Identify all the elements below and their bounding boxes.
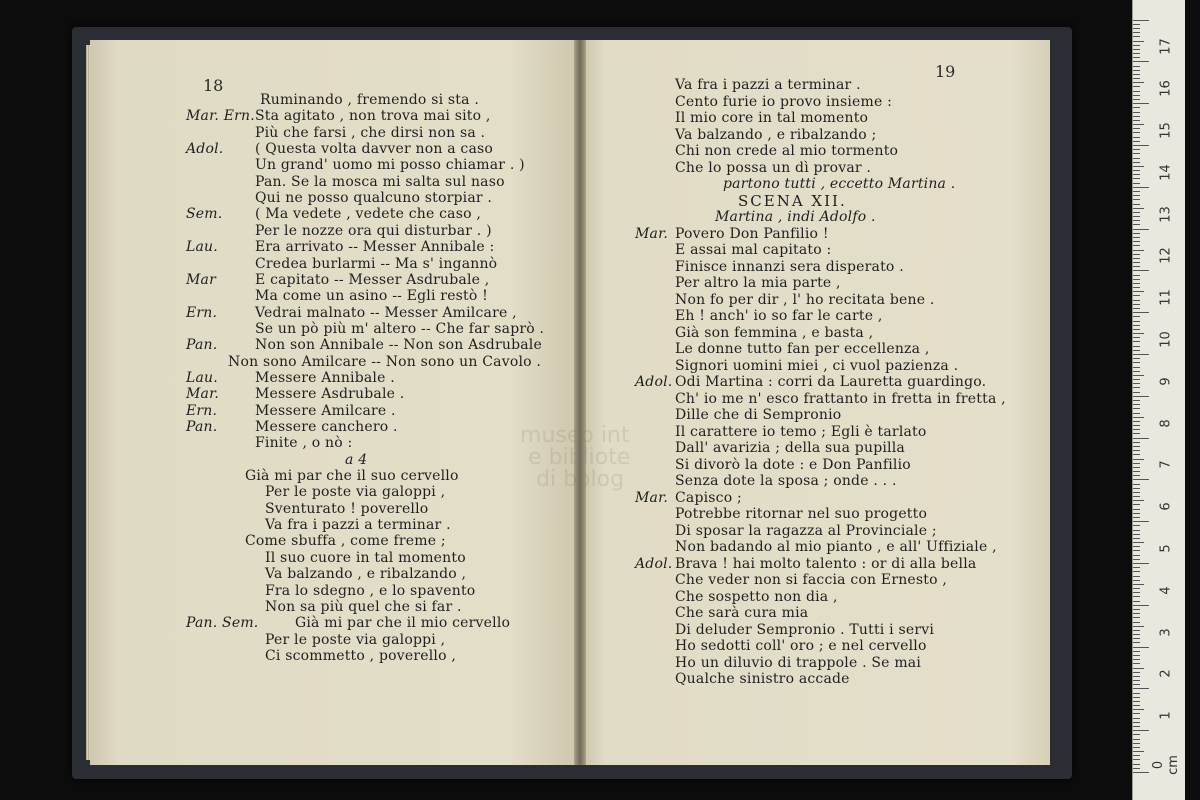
ruler-tick — [1133, 768, 1140, 769]
ruler-tick — [1133, 162, 1140, 163]
verse-text: Messere canchero . — [255, 419, 398, 435]
ruler-tick — [1133, 450, 1140, 451]
left-page — [90, 40, 580, 765]
ruler-tick — [1133, 475, 1140, 476]
left-page-number: 18 — [203, 76, 224, 95]
ruler-tick — [1133, 596, 1140, 597]
verse-text: Il carattere io temo ; Egli è tarlato — [675, 423, 927, 440]
ruler-tick — [1133, 112, 1140, 113]
ruler-tick — [1133, 379, 1140, 380]
verse-text: Odi Martina : corri da Lauretta guardingo. — [675, 374, 987, 390]
verse-text: Che sospetto non dia , — [675, 588, 838, 605]
verse-text: Come sbuffa , come freme ; — [245, 533, 446, 550]
ruler-tick — [1133, 316, 1140, 317]
ruler-tick — [1133, 647, 1149, 648]
speaker-label: Mar. — [635, 489, 669, 506]
ruler-tick — [1133, 680, 1140, 681]
verse-text: Dall' avarizia ; della sua pupilla — [675, 440, 905, 456]
ruler-tick — [1133, 655, 1140, 656]
ruler-tick — [1133, 413, 1140, 414]
speaker-label: Mar — [186, 271, 216, 288]
ruler-tick — [1133, 387, 1140, 388]
verse-text: Martina , indi Adolfo . — [715, 209, 876, 225]
ruler-tick — [1133, 479, 1149, 480]
ruler-tick — [1133, 417, 1144, 418]
ruler-label: 5 — [1158, 544, 1174, 553]
verse-text: Per le poste via galoppi , — [265, 484, 446, 501]
verse-text: Qualche sinistro accade — [675, 671, 850, 687]
ruler-tick — [1133, 484, 1140, 485]
ruler-tick — [1133, 755, 1140, 756]
ruler-tick — [1133, 500, 1144, 501]
ruler-tick — [1133, 61, 1149, 62]
verse-text: Ci scommetto , poverello , — [265, 647, 457, 664]
speaker-label: Ern. — [186, 304, 218, 321]
ruler-tick — [1133, 120, 1140, 121]
ruler-tick — [1133, 224, 1140, 225]
ruler-tick — [1133, 32, 1140, 33]
verse-text: Va fra i pazzi a terminar . — [675, 77, 861, 93]
ruler-tick — [1133, 605, 1149, 606]
verse-text: Va balzando , e ribalzando ; — [675, 126, 877, 143]
ruler-tick — [1133, 538, 1140, 539]
ruler-label: 12 — [1158, 247, 1174, 265]
verse-text: E assai mal capitato : — [675, 242, 832, 258]
verse-text: Non sa più quel che si far . — [265, 598, 462, 615]
verse-text: Il suo cuore in tal momento — [265, 549, 466, 566]
ruler-tick — [1133, 571, 1140, 572]
speaker-label: Ern. — [186, 402, 218, 419]
verse-text: ( Questa volta davver non a caso — [255, 141, 494, 158]
ruler-tick — [1133, 354, 1149, 355]
ruler-tick — [1133, 49, 1140, 50]
ruler-tick — [1133, 550, 1140, 551]
ruler-label: 8 — [1158, 418, 1174, 428]
verse-text: Che sarà cura mia — [675, 605, 809, 621]
ruler-tick — [1133, 555, 1140, 556]
verse-text: Cento furie io provo insieme : — [675, 93, 893, 110]
watermark-line: di bolog — [536, 467, 625, 492]
ruler-tick — [1133, 467, 1140, 468]
ruler-label: 10 — [1158, 331, 1174, 348]
speaker-label: Pan. — [186, 337, 218, 354]
ruler-tick — [1133, 576, 1140, 577]
ruler-tick — [1133, 229, 1149, 230]
ruler-tick — [1133, 421, 1140, 422]
verse-text: Non badando al mio pianto , e all' Uffiziale , — [675, 539, 997, 555]
ruler-tick — [1133, 634, 1140, 635]
ruler-tick — [1133, 295, 1140, 296]
verse-text: Va balzando , e ribalzando , — [265, 566, 467, 583]
verse-text: Ma come un asino -- Egli restò ! — [255, 288, 488, 305]
ruler-tick — [1133, 233, 1140, 234]
verse-text: Era arrivato -- Messer Annibale : — [255, 239, 495, 256]
ruler-tick — [1133, 245, 1140, 246]
ruler-tick — [1133, 275, 1140, 276]
ruler-tick — [1133, 308, 1140, 309]
ruler-tick — [1133, 559, 1140, 560]
ruler-tick — [1133, 36, 1140, 37]
ruler-tick — [1133, 651, 1140, 652]
ruler-tick — [1133, 546, 1140, 547]
ruler-tick — [1133, 258, 1140, 259]
ruler-tick — [1133, 358, 1140, 359]
ruler-tick — [1133, 613, 1140, 614]
ruler-tick — [1133, 492, 1140, 493]
ruler-tick — [1133, 170, 1140, 171]
ruler-tick — [1133, 375, 1144, 376]
ruler-tick — [1133, 74, 1140, 75]
verse-text: Che veder non si faccia con Ernesto , — [675, 572, 948, 588]
verse-text: Se un pò più m' altero -- Che far saprò . — [255, 320, 545, 337]
ruler-tick — [1133, 153, 1140, 154]
verse-text: Chi non crede al mio tormento — [675, 143, 899, 159]
ruler-label: 9 — [1158, 377, 1174, 386]
ruler-tick — [1133, 321, 1140, 322]
ruler-tick — [1133, 149, 1140, 150]
speaker-label: Mar. — [186, 386, 220, 403]
ruler-tick — [1133, 346, 1140, 347]
verse-text: Messere Amilcare . — [255, 402, 396, 419]
ruler-label: 11 — [1158, 289, 1174, 306]
ruler-tick — [1133, 128, 1140, 129]
verse-text: Per le nozze ora qui disturbar . ) — [255, 222, 492, 239]
ruler-tick — [1133, 95, 1140, 96]
ruler-tick — [1133, 362, 1140, 363]
ruler-tick — [1133, 91, 1140, 92]
ruler-tick — [1133, 103, 1149, 104]
ruler-tick — [1133, 241, 1140, 242]
ruler-tick — [1133, 337, 1140, 338]
speaker-label: Adol. — [186, 141, 224, 158]
speaker-label: Mar. Ern. — [186, 108, 255, 125]
verse-text: Sventurato ! poverello — [265, 500, 429, 517]
verse-text: Senza dote la sposa ; onde . . . — [675, 473, 897, 489]
ruler-tick — [1133, 471, 1140, 472]
ruler-tick — [1133, 141, 1140, 142]
ruler-tick — [1133, 178, 1140, 179]
ruler-tick — [1133, 132, 1140, 133]
speaker-label: Lau. — [186, 239, 218, 256]
ruler-label: 17 — [1158, 38, 1174, 56]
ruler-label: 2 — [1158, 669, 1174, 679]
ruler-label: 0 cm — [1151, 755, 1181, 775]
verse-text: Va fra i pazzi a terminar . — [265, 517, 451, 534]
verse-text: Già mi par che il suo cervello — [245, 468, 459, 485]
ruler-tick — [1133, 609, 1140, 610]
speaker-label: Pan. Sem. — [186, 615, 259, 632]
ruler-tick — [1133, 504, 1140, 505]
ruler-label: 4 — [1158, 586, 1174, 595]
ruler-tick — [1133, 642, 1140, 643]
ruler-tick — [1133, 425, 1140, 426]
ruler-tick — [1133, 41, 1144, 42]
ruler-tick — [1133, 747, 1140, 748]
ruler-tick — [1133, 517, 1140, 518]
verse-text: Signori uomini miei , ci vuol pazienza . — [675, 357, 959, 374]
ruler-tick — [1133, 438, 1149, 439]
verse-text: Vedrai malnato -- Messer Amilcare , — [255, 304, 517, 321]
speaker-label: Adol. — [635, 374, 673, 390]
verse-text: Già son femmina , e basta , — [675, 324, 874, 341]
verse-text: Le donne tutto fan per eccellenza , — [675, 341, 930, 357]
verse-text: Povero Don Panfilio ! — [675, 225, 829, 242]
book-gutter — [574, 40, 586, 765]
ruler-tick — [1133, 396, 1149, 397]
ruler-tick — [1133, 764, 1140, 765]
ruler-tick — [1133, 183, 1140, 184]
verse-text: Finisce innanzi sera disperato . — [675, 258, 904, 275]
ruler-tick — [1133, 525, 1140, 526]
ruler-tick — [1133, 630, 1140, 631]
ruler-tick — [1133, 705, 1140, 706]
watermark — [520, 425, 630, 491]
ruler-tick — [1133, 208, 1144, 209]
ruler-tick — [1133, 688, 1149, 689]
ruler-label: 16 — [1158, 80, 1174, 97]
ruler-tick — [1133, 592, 1140, 593]
verse-text: Finite , o nò : — [255, 435, 353, 452]
ruler-tick — [1133, 312, 1149, 313]
ruler-tick — [1133, 250, 1144, 251]
ruler-tick — [1133, 304, 1140, 305]
ruler-tick — [1133, 20, 1149, 21]
ruler-tick — [1133, 638, 1140, 639]
speaker-label: Adol. — [635, 555, 673, 572]
speaker-label: Sem. — [186, 206, 223, 223]
right-page-number: 19 — [935, 62, 956, 81]
ruler-tick — [1133, 463, 1140, 464]
ruler-tick — [1133, 751, 1144, 752]
measurement-ruler — [1132, 0, 1185, 800]
watermark-line: museo int — [520, 423, 630, 448]
verse-text: Un grand' uomo mi posso chiamar . ) — [255, 157, 525, 174]
ruler-tick — [1133, 325, 1140, 326]
verse-text: Capisco ; — [675, 489, 742, 506]
ruler-tick — [1133, 759, 1140, 760]
ruler-tick — [1133, 743, 1140, 744]
ruler-tick — [1133, 588, 1140, 589]
speaker-label: Lau. — [186, 369, 218, 386]
verse-text: Non sono Amilcare -- Non sono un Cavolo . — [228, 353, 542, 370]
speaker-label: Mar. — [635, 225, 669, 242]
ruler-tick — [1133, 693, 1140, 694]
ruler-tick — [1133, 454, 1140, 455]
ruler-tick — [1133, 341, 1140, 342]
verse-text: Qui ne posso qualcuno storpiar . — [255, 190, 493, 207]
verse-text: Non fo per dir , l' ho recitata bene . — [675, 291, 935, 308]
ruler-tick — [1133, 659, 1140, 660]
ruler-label: 1 — [1158, 711, 1174, 720]
ruler-tick — [1133, 166, 1144, 167]
ruler-label: 15 — [1158, 122, 1174, 139]
ruler-tick — [1133, 66, 1140, 67]
ruler-tick — [1133, 53, 1140, 54]
ruler-tick — [1133, 563, 1149, 564]
verse-text: Potrebbe ritornar nel suo progetto — [675, 506, 928, 522]
ruler-tick — [1133, 697, 1140, 698]
ruler-tick — [1133, 300, 1140, 301]
ruler-tick — [1133, 734, 1140, 735]
ruler-tick — [1133, 70, 1140, 71]
ruler-label: 13 — [1158, 205, 1174, 223]
ruler-tick — [1133, 601, 1140, 602]
ruler-tick — [1133, 668, 1144, 669]
verse-text: Ch' io me n' esco frattanto in fretta in fretta , — [675, 390, 1006, 407]
ruler-label: 6 — [1158, 502, 1174, 511]
verse-text: Messere Annibale . — [255, 369, 395, 386]
ruler-tick — [1133, 446, 1140, 447]
ruler-tick — [1133, 82, 1144, 83]
ruler-tick — [1133, 124, 1144, 125]
ruler-tick — [1133, 534, 1140, 535]
ruler-tick — [1133, 718, 1140, 719]
ruler-tick — [1133, 266, 1140, 267]
verse-text: Fra lo sdegno , e lo spavento — [265, 582, 476, 599]
verse-text: Per le poste via galoppi , — [265, 631, 446, 648]
ruler-tick — [1133, 220, 1140, 221]
ruler-tick — [1133, 408, 1140, 409]
verse-text: Messere Asdrubale . — [255, 386, 405, 403]
ruler-tick — [1133, 371, 1140, 372]
ruler-tick — [1133, 237, 1140, 238]
ruler-tick — [1133, 530, 1140, 531]
ruler-tick — [1133, 329, 1140, 330]
ruler-tick — [1133, 116, 1140, 117]
verse-text: partono tutti , eccetto Martina . — [723, 176, 956, 192]
right-page — [580, 40, 1050, 765]
ruler-tick — [1133, 350, 1140, 351]
ruler-tick — [1133, 28, 1140, 29]
ruler-tick — [1133, 145, 1149, 146]
ruler-tick — [1133, 676, 1140, 677]
verse-text: Già mi par che il mio cervello — [295, 615, 511, 632]
ruler-tick — [1133, 191, 1140, 192]
ruler-tick — [1133, 488, 1140, 489]
verse-text: Per altro la mia parte , — [675, 275, 841, 291]
verse-text: Ruminando , fremendo si sta . — [260, 92, 479, 108]
verse-text: E capitato -- Messer Asdrubale , — [255, 271, 490, 288]
verse-text: Brava ! hai molto talento : or di alla bella — [675, 555, 977, 572]
ruler-label: 3 — [1158, 627, 1174, 637]
ruler-tick — [1133, 195, 1140, 196]
verse-text: Non son Annibale -- Non son Asdrubale — [255, 337, 542, 354]
ruler-tick — [1133, 199, 1140, 200]
speaker-label: Pan. — [186, 419, 218, 435]
ruler-tick — [1133, 86, 1140, 87]
ruler-tick — [1133, 174, 1140, 175]
ruler-tick — [1133, 772, 1149, 773]
ruler-tick — [1133, 291, 1144, 292]
ruler-tick — [1133, 107, 1140, 108]
ruler-tick — [1133, 739, 1140, 740]
ruler-tick — [1133, 367, 1140, 368]
ruler-label: 14 — [1158, 164, 1174, 181]
verse-text: Più che farsi , che dirsi non sa . — [255, 124, 486, 141]
ruler-tick — [1133, 24, 1140, 25]
verse-text: Dille che di Sempronio — [675, 407, 842, 423]
verse-text: Di deluder Sempronio . Tutti i servi — [675, 621, 935, 638]
ruler-tick — [1133, 442, 1140, 443]
watermark-line: e bibliote — [528, 445, 631, 470]
ruler-tick — [1133, 622, 1140, 623]
ruler-tick — [1133, 713, 1140, 714]
ruler-label: 7 — [1158, 460, 1174, 470]
ruler-tick — [1133, 392, 1140, 393]
verse-text: ( Ma vedete , vedete che caso , — [255, 206, 482, 223]
ruler-tick — [1133, 663, 1140, 664]
ruler-tick — [1133, 287, 1140, 288]
ruler-tick — [1133, 137, 1140, 138]
ruler-tick — [1133, 212, 1140, 213]
ruler-tick — [1133, 617, 1140, 618]
ruler-tick — [1133, 283, 1140, 284]
ruler-tick — [1133, 567, 1140, 568]
ruler-tick — [1133, 701, 1140, 702]
ruler-tick — [1133, 400, 1140, 401]
ruler-tick — [1133, 730, 1149, 731]
ruler-tick — [1133, 254, 1140, 255]
ruler-tick — [1133, 404, 1140, 405]
ruler-tick — [1133, 542, 1144, 543]
ruler-tick — [1133, 626, 1144, 627]
verse-text: SCENA XII. — [738, 191, 847, 210]
ruler-tick — [1133, 333, 1144, 334]
verse-text: Ho un diluvio di trappole . Se mai — [675, 654, 922, 671]
ruler-tick — [1133, 429, 1140, 430]
ruler-tick — [1133, 45, 1140, 46]
ruler-tick — [1133, 99, 1140, 100]
ruler-tick — [1133, 78, 1140, 79]
ruler-tick — [1133, 684, 1140, 685]
ruler-tick — [1133, 672, 1140, 673]
verse-text: Ho sedotti coll' oro ; e nel cervello — [675, 638, 927, 654]
verse-text: Eh ! anch' io so far le carte , — [675, 308, 883, 324]
ruler-tick — [1133, 187, 1149, 188]
ruler-tick — [1133, 270, 1149, 271]
verse-text: Il mio core in tal momento — [675, 110, 869, 126]
verse-text: a 4 — [345, 451, 368, 468]
ruler-tick — [1133, 158, 1140, 159]
ruler-tick — [1133, 709, 1144, 710]
verse-text: Credea burlarmi -- Ma s' ingannò — [255, 255, 498, 272]
ruler-tick — [1133, 509, 1140, 510]
ruler-tick — [1133, 57, 1140, 58]
verse-text: Si divorò la dote : e Don Panfilio — [675, 456, 911, 473]
ruler-tick — [1133, 722, 1140, 723]
ruler-tick — [1133, 726, 1140, 727]
ruler-tick — [1133, 433, 1140, 434]
ruler-tick — [1133, 513, 1140, 514]
ruler-tick — [1133, 496, 1140, 497]
ruler-tick — [1133, 580, 1140, 581]
verse-text: Sta agitato , non trova mai sito , — [255, 108, 491, 125]
ruler-tick — [1133, 262, 1140, 263]
verse-text: Pan. Se la mosca mi salta sul naso — [255, 173, 505, 190]
verse-text: Di sposar la ragazza al Provinciale ; — [675, 522, 937, 539]
ruler-tick — [1133, 216, 1140, 217]
verse-text: Che lo possa un dì provar . — [675, 159, 872, 176]
ruler-tick — [1133, 584, 1144, 585]
ruler-tick — [1133, 459, 1144, 460]
ruler-tick — [1133, 279, 1140, 280]
ruler-tick — [1133, 521, 1149, 522]
ruler-tick — [1133, 204, 1140, 205]
ruler-tick — [1133, 383, 1140, 384]
